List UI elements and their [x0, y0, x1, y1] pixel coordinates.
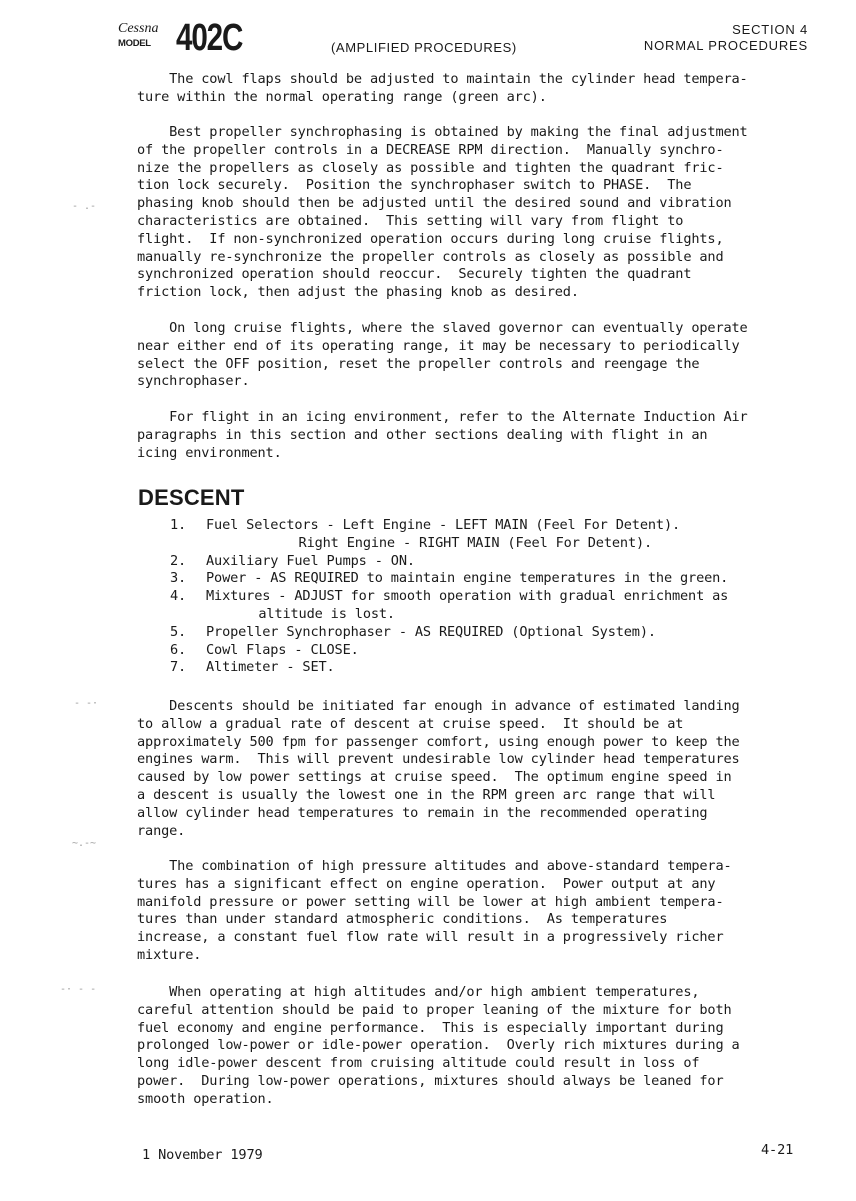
model-label: MODEL [118, 38, 151, 49]
checklist-item [170, 624, 728, 642]
paragraph-icing: For flight in an icing environment, refer to the Alternate Induction Air paragraphs in this section and other sections dealing with flight in an icing environment. [137, 409, 748, 461]
paragraph-long-cruise: On long cruise flights, where the slaved governor can eventually operate near either end of its operating range, it may be necessary to periodically select the OFF position, reset the propeller controls and reengage the synchrophaser. [137, 320, 748, 390]
step-text: Altimeter - SET. [206, 659, 335, 676]
cessna-logo [118, 22, 178, 49]
step-text: Mixtures - ADJUST for smooth operation with gradual enrichment as [206, 588, 729, 605]
header-section [644, 22, 808, 54]
margin-scan-mark: - -· [74, 698, 99, 709]
checklist-item [170, 588, 728, 624]
step-number: 7. [170, 659, 187, 676]
step-continuation: altitude is lost. [170, 605, 395, 622]
footer-page-number: 4-21 [761, 1142, 794, 1158]
step-continuation: Right Engine - RIGHT MAIN (Feel For Detent). [170, 534, 653, 551]
descent-checklist [170, 517, 728, 677]
checklist-item [170, 642, 728, 660]
paragraph-descent-rate: Descents should be initiated far enough in advance of estimated landing to allow a gradual rate of descent at cruise speed. It should be at approximately 500 fpm for passenger comfort, using enough power to keep the engines warm. This will prevent undesirable low cylinder head temperatures caused by low power settings at cruise speed. The optimum engine speed in a descent is usually the lowest one in the RPM green arc range that will allow cylinder head temperatures to remain in the recommended operating range. [137, 698, 740, 839]
paragraph-cowl-flaps: The cowl flaps should be adjusted to maintain the cylinder head tempera- ture within the normal operating range (green arc). [137, 71, 748, 105]
section-number: SECTION 4 [732, 22, 808, 37]
brand-logotype: Cessna [118, 21, 159, 36]
step-text: Cowl Flaps - CLOSE. [206, 641, 359, 658]
margin-scan-mark: -· - - [60, 984, 97, 995]
step-number: 6. [170, 641, 187, 658]
step-number: 2. [170, 552, 187, 569]
section-title: NORMAL PROCEDURES [643, 38, 808, 53]
paragraph-high-altitude-temperature: The combination of high pressure altitudes and above-standard tempera- tures has a significant effect on engine operation. Power output at any manifold pressure or power setting will be lower at high ambient tempera- tures than under standard atmospheric conditions. As temperatures increase, a constant fuel flow rate will result in a progressively richer mixture. [137, 858, 732, 963]
step-text: Auxiliary Fuel Pumps - ON. [206, 552, 415, 569]
checklist-item [170, 570, 728, 588]
paragraph-synchrophasing: Best propeller synchrophasing is obtained by making the final adjustment of the propeller controls in a DECREASE RPM direction. Manually synchro- nize the propellers as closely as possible and tighten the quadrant fric- tion lock securely. Position the synchrophaser switch to PHASE. The phasing knob should then be adjusted until the desired sound and vibration characteristics are obtained. This setting will vary from flight to flight. If non-synchronized operation occurs during long cruise flights, manually re-synchronize the propeller controls as closely as possible and synchronized operation should reoccur. Securely tighten the quadrant friction lock, then adjust the phasing knob as desired. [137, 124, 748, 301]
step-text: Power - AS REQUIRED to maintain engine temperatures in the green. [206, 570, 729, 587]
checklist-item [170, 659, 728, 677]
step-text: Propeller Synchrophaser - AS REQUIRED (Optional System). [206, 623, 656, 640]
step-number: 4. [170, 588, 187, 605]
step-text: Fuel Selectors - Left Engine - LEFT MAIN (Feel For Detent). [206, 517, 681, 533]
step-number: 1. [170, 517, 187, 533]
margin-scan-mark: - .- [72, 201, 97, 212]
step-number: 3. [170, 570, 187, 587]
checklist-item [170, 517, 728, 553]
checklist-item [170, 553, 728, 571]
paragraph-leaning: When operating at high altitudes and/or high ambient temperatures, careful attention should be paid to proper leaning of the mixture for both fuel economy and engine performance. This is especially important during prolonged low-power or idle-power operation. Overly rich mixtures during a long idle-power descent from cruising altitude could result in loss of power. During low-power operations, mixtures should always be leaned for smooth operation. [137, 984, 740, 1107]
descent-heading: DESCENT [138, 485, 245, 510]
margin-scan-mark: ~.-~ [72, 838, 97, 849]
header-amplified-procedures: (AMPLIFIED PROCEDURES) [331, 40, 517, 55]
footer-date: 1 November 1979 [142, 1147, 263, 1163]
model-number: 402C [176, 17, 243, 59]
step-number: 5. [170, 623, 187, 640]
